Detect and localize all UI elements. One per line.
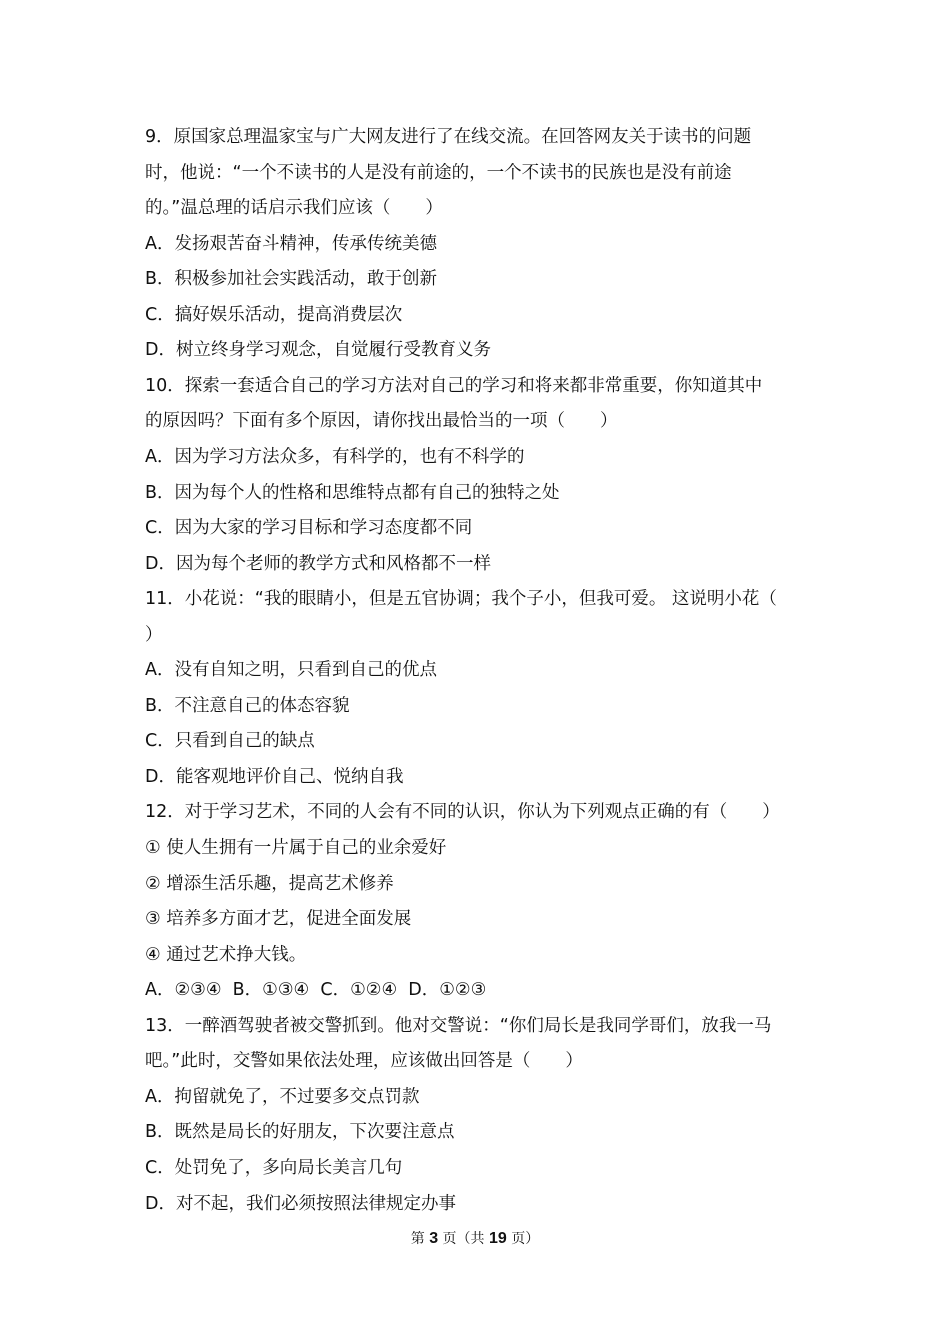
question-11-option: B．不注意自己的体态容貌: [145, 695, 350, 716]
question-12-option: A．②③④ B．①③④ C．①②④ D．①②③: [145, 980, 487, 1001]
question-9-stem-line: 的。”温总理的话启示我们应该（ ）: [145, 198, 443, 219]
question-12-stem-line: ② 增添生活乐趣，提高艺术修养: [145, 873, 394, 894]
question-10-option: B．因为每个人的性格和思维特点都有自己的独特之处: [145, 482, 560, 503]
question-9-option: A．发扬艰苦奋斗精神，传承传统美德: [145, 233, 437, 254]
question-9-option: C．搞好娱乐活动，提高消费层次: [145, 304, 403, 325]
question-11-stem-line: ）: [145, 624, 163, 645]
question-10-stem-line: 的原因吗？下面有多个原因，请你找出最恰当的一项（ ）: [145, 411, 618, 432]
question-12-stem-line: ③ 培养多方面才艺，促进全面发展: [145, 909, 412, 930]
question-13-option: D．对不起，我们必须按照法律规定办事: [145, 1193, 456, 1214]
question-9-option: D．树立终身学习观念，自觉履行受教育义务: [145, 340, 491, 361]
question-11-option: C．只看到自己的缺点: [145, 731, 315, 752]
footer-suffix: 页）: [506, 1231, 540, 1247]
footer-page-number: 3: [429, 1230, 439, 1247]
question-11-option: D．能客观地评价自己、悦纳自我: [145, 766, 404, 787]
question-10-option: A．因为学习方法众多，有科学的，也有不科学的: [145, 446, 525, 467]
question-13-option: C．处罚免了，多向局长美言几句: [145, 1157, 403, 1178]
page-footer: [0, 1228, 950, 1248]
question-13-option: B．既然是局长的好朋友，下次要注意点: [145, 1122, 455, 1143]
question-13-stem-line: 13．一醉酒驾驶者被交警抓到。他对交警说：“你们局长是我同学哥们，放我一马: [145, 1015, 772, 1036]
question-11-option: A．没有自知之明，只看到自己的优点: [145, 660, 437, 681]
question-10-stem-line: 10．探索一套适合自己的学习方法对自己的学习和将来都非常重要，你知道其中: [145, 375, 763, 396]
question-9-stem-line: 9．原国家总理温家宝与广大网友进行了在线交流。在回答网友关于读书的问题: [145, 127, 752, 147]
question-12-stem-line: ① 使人生拥有一片属于自己的业余爱好: [145, 838, 447, 858]
question-10-option: C．因为大家的学习目标和学习态度都不同: [145, 518, 473, 539]
footer-prefix: 第: [410, 1231, 430, 1247]
question-9-stem-line: 时，他说：“一个不读书的人是没有前途的，一个不读书的民族也是没有前途: [145, 162, 732, 183]
footer-middle: 页（共: [438, 1231, 489, 1247]
question-9-option: B．积极参加社会实践活动，敢于创新: [145, 269, 438, 290]
question-12-stem-line: ④ 通过艺术挣大钱。: [145, 944, 307, 965]
question-13-stem-line: 吧。”此时，交警如果依法处理，应该做出回答是（ ）: [145, 1051, 583, 1072]
question-12-stem-line: 12．对于学习艺术，不同的人会有不同的认识，你认为下列观点正确的有（ ）: [145, 802, 780, 823]
question-13-option: A．拘留就免了，不过要多交点罚款: [145, 1086, 420, 1107]
footer-total-pages: 19: [489, 1230, 507, 1247]
question-11-stem-line: 11．小花说：“我的眼睛小，但是五官协调；我个子小，但我可爱。 这说明小花（: [145, 589, 777, 610]
question-10-option: D．因为每个老师的教学方式和风格都不一样: [145, 553, 491, 574]
